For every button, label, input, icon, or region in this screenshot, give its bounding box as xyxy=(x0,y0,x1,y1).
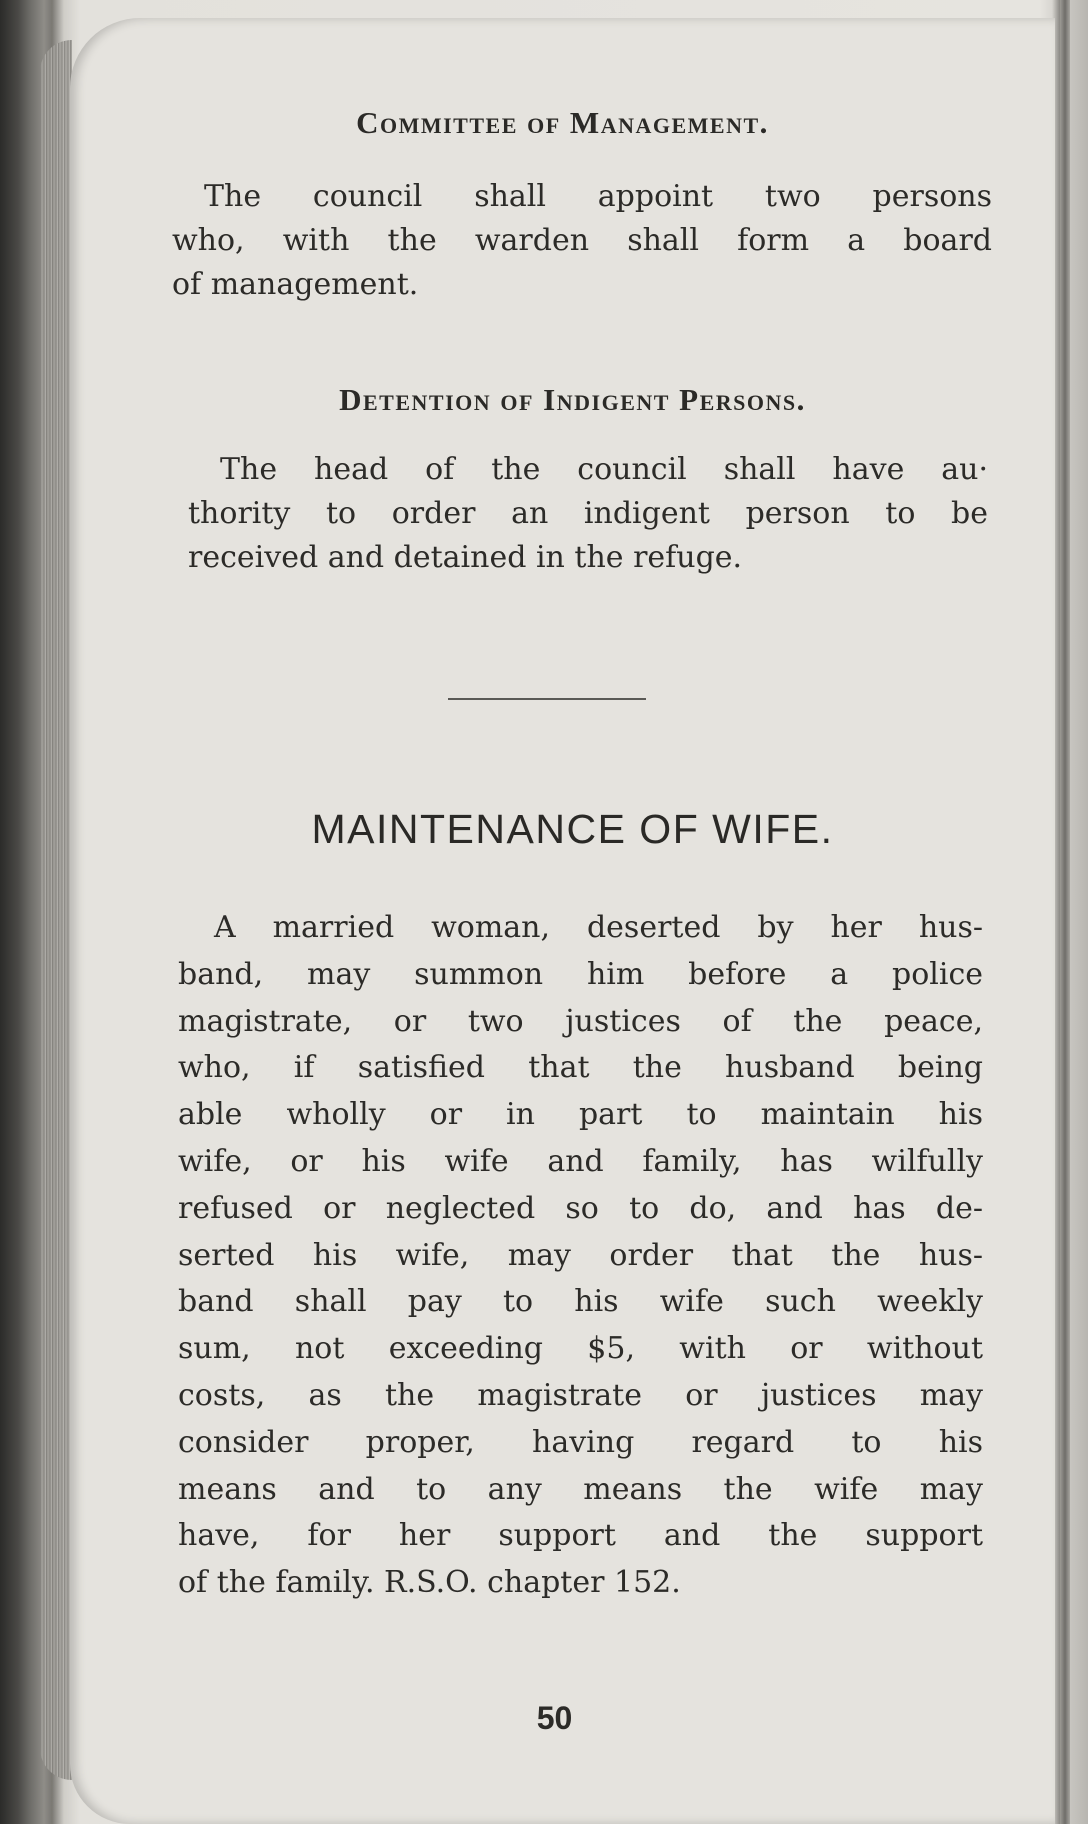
maintenance-paragraph xyxy=(178,905,983,1607)
text-line: A married woman, deserted by her hus- xyxy=(214,910,983,945)
text-line: band, may summon him before a police xyxy=(178,956,983,992)
page-stack-edge xyxy=(40,40,72,1780)
page-number: 50 xyxy=(536,1700,573,1736)
chapter-title: MAINTENANCE OF WIFE. xyxy=(311,806,834,852)
page-content xyxy=(70,0,1055,1824)
text-line: of management. xyxy=(172,267,419,302)
text-line: who, if satisfied that the husband being xyxy=(178,1050,983,1086)
text-line: refused or neglected so to do, and has de- xyxy=(178,1190,983,1226)
text-line: able wholly or in part to maintain his xyxy=(178,1097,983,1133)
section-heading-committee: Committee of Management. xyxy=(356,105,769,140)
section-heading-detention: Detention of Indigent Persons. xyxy=(339,382,806,417)
text-line: sum, not exceeding $5, with or without xyxy=(178,1331,983,1367)
text-line: band shall pay to his wife such weekly xyxy=(178,1284,983,1320)
text-line: wife, or his wife and family, has wilfully xyxy=(178,1143,983,1179)
section-divider-rule xyxy=(448,698,646,700)
text-line: have, for her support and the support xyxy=(178,1518,983,1554)
text-line: serted his wife, may order that the hus- xyxy=(178,1237,983,1273)
text-line: received and detained in the refuge. xyxy=(188,540,743,575)
text-line: The head of the council shall have au· xyxy=(220,452,988,487)
text-line: costs, as the magistrate or justices may xyxy=(178,1377,983,1413)
text-line: means and to any means the wife may xyxy=(178,1471,983,1507)
book-spine-edge xyxy=(1060,0,1070,1824)
committee-paragraph xyxy=(172,175,992,307)
text-line: of the family. R.S.O. chapter 152. xyxy=(178,1565,681,1601)
detention-paragraph xyxy=(188,448,988,580)
text-line: magistrate, or two justices of the peace, xyxy=(178,1003,983,1039)
text-line: thority to order an indigent person to be xyxy=(188,496,988,531)
text-line: who, with the warden shall form a board xyxy=(172,223,992,258)
text-line: consider proper, having regard to his xyxy=(178,1424,983,1460)
text-line: The council shall appoint two persons xyxy=(204,179,992,214)
